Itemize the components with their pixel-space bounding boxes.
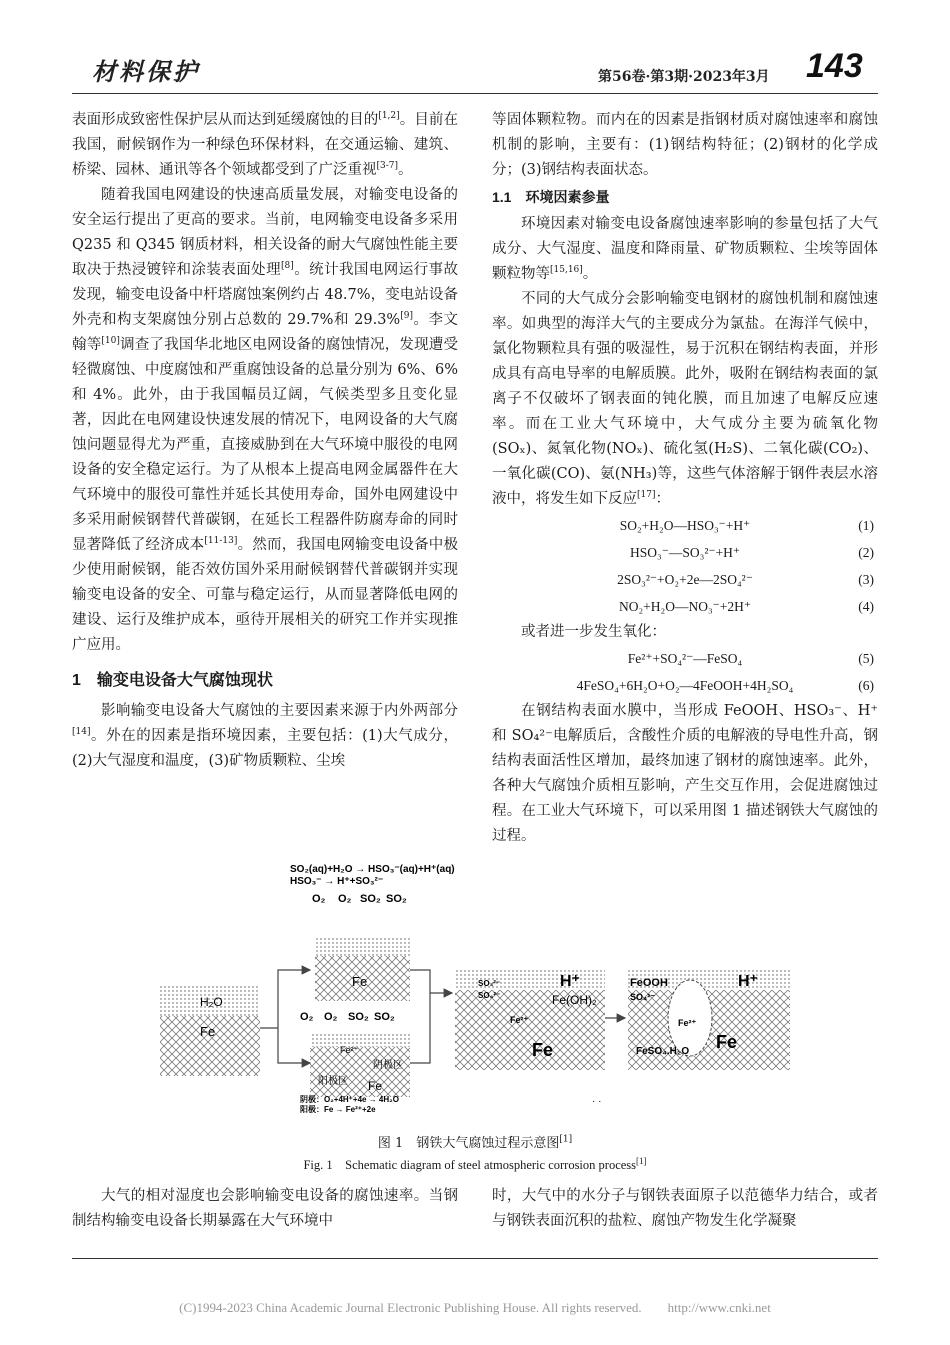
svg-text:O₂: O₂: [324, 1011, 338, 1023]
page-number: 143: [806, 47, 863, 85]
fig-feso4-label: FeSO₄.H₂O: [636, 1046, 690, 1057]
fig-cathode-eq: 阴极：O₂+4H⁺+4e → 4H₂O: [300, 1095, 399, 1104]
right-column: [492, 108, 878, 849]
section-1-heading: 1 输变电设备大气腐蚀现状: [72, 672, 273, 689]
right-mid-text: 或者进一步发生氧化：: [521, 624, 666, 640]
equation-5: Fe²⁺+SO₄²⁻—FeSO₄ (5): [627, 651, 874, 666]
right-paragraph-3: 不同的大气成分会影响输变电钢材的腐蚀机制和腐蚀速率。如典型的海洋大气的主要成分为氯盐。在海洋气候中，氯化物颗粒具有强的吸湿性，易于沉积在钢结构表面，并形成具有高电导率的电解质膜。此外，吸附在钢结构表面的氯离子不仅破坏了钢表面的钝化膜，而且加速了电解反应速率。而在工业大气环境中，大气成分主要为硫氧化物(SOₓ)、氮氧化物(NOₓ)、硫化氢(H₂S)、二氧化碳(CO₂)、一氧化碳(CO)、氨(NH₃)等，这些气体溶解于钢件表层水溶液中，将发生如下反应[17]：: [492, 291, 878, 507]
fig-dots: · ·: [592, 1096, 602, 1107]
svg-text:SO₂: SO₂: [348, 1011, 369, 1023]
fig-feooh-label: FeOOH: [630, 977, 668, 989]
fig-cathode-area: 阴极区: [373, 1060, 403, 1071]
equation-3: 2SO₃²⁻+O₂+2e—2SO₄²⁻ (3): [617, 572, 874, 587]
fig-anode-area: 阳极区: [318, 1076, 348, 1087]
fig-so4-label-2: SO₄²⁻: [630, 992, 656, 1002]
fig-fe-label-5: Fe: [716, 1032, 738, 1052]
fig-so4-label: SO₄²⁻: [478, 991, 501, 1000]
fig-merge-arrow-bottom: [410, 993, 452, 1063]
fig-water-film-top: [315, 938, 410, 956]
svg-text:O₂: O₂: [300, 1011, 314, 1023]
corrosion-process-figure: [160, 858, 790, 1113]
fig-fe-label-1: Fe: [200, 1024, 216, 1039]
fig-top-eq1: SO₂(aq)+H₂O → HSO₃⁻(aq)+H⁺(aq): [290, 864, 455, 875]
figure-caption-cn: 图 1 钢铁大气腐蚀过程示意图[1]: [377, 1134, 573, 1151]
fig-hplus-label-2: H⁺: [738, 973, 758, 990]
fig-fe2-label: Fe²⁺: [340, 1045, 359, 1055]
left-column: [72, 108, 458, 774]
fig-arrow-down: [278, 1028, 310, 1063]
equation-1: SO₂+H₂O—HSO₃⁻+H⁺ (1): [619, 518, 874, 533]
header-rule: [72, 93, 878, 94]
issue-info: 第56卷·第3期·2023年3月: [598, 69, 770, 85]
left-paragraph-1: 表面形成致密性保护层从而达到延缓腐蚀的目的[1,2]。目前在我国，耐候钢作为一种绿色环保材料，在交通运输、建筑、桥梁、园林、通讯等各个领域都受到了广泛重视[3-7]。: [72, 111, 459, 178]
svg-text:O₂: O₂: [312, 893, 326, 905]
subsection-1-1-heading: 1.1 环境因素参量: [492, 189, 610, 205]
figure-caption-en: Fig. 1 Schematic diagram of steel atmospheric corrosion process[1]: [303, 1155, 647, 1172]
equation-4: NO₂+H₂O—NO₃⁻+2H⁺ (4): [618, 599, 874, 614]
fig-feoh2-label: Fe(OH)₂: [552, 993, 597, 1007]
fig-fe2-label-2: Fe²⁺: [510, 1015, 529, 1025]
right-paragraph-4: 在钢结构表面水膜中，当形成 FeOOH、HSO₃⁻、H⁺和 SO₄²⁻电解质后，含酸性介质的电解液的导电性升高，钢结构表面活性区增加，最终加速了钢材的腐蚀速率。此外，各种大气腐蚀介质相互影响，产生交互作用，会促进腐蚀过程。在工业大气环境下，可以采用图 1 描述钢铁大气腐蚀的过程。: [492, 703, 878, 844]
copyright-footer: (C)1994-2023 China Academic Journal Electronic Publishing House. All rights reserved. http://www.cnki.net: [179, 1300, 771, 1315]
equation-2: HSO₃⁻—SO₃²⁻+H⁺ (2): [630, 545, 874, 560]
svg-text:O₂: O₂: [338, 893, 352, 905]
bottom-right-text: 时，大气中的水分子与钢铁表面原子以范德华力结合，或者与钢铁表面沉积的盐粒、腐蚀产物发生化学凝聚: [492, 1188, 878, 1229]
fig-o2-row-top: [312, 893, 407, 905]
equation-6: 4FeSO₄+6H₂O+O₂—4FeOOH+4H₂SO₄ (6): [576, 678, 874, 693]
svg-text:SO₂: SO₂: [374, 1011, 395, 1023]
fig-water-film-bottom: [310, 1033, 410, 1047]
bottom-rule: [72, 1258, 878, 1259]
fig-fe-label-3: Fe: [368, 1079, 383, 1093]
journal-logo: 材料保护: [92, 57, 200, 86]
fig-so3-label: SO₃²⁻: [478, 979, 501, 988]
left-paragraph-3: 影响输变电设备大气腐蚀的主要因素来源于内外两部分[14]。外在的因素是指环境因素，主要包括：(1)大气成分，(2)大气湿度和温度，(3)矿物质颗粒、尘埃: [72, 703, 458, 769]
right-paragraph-1: 等固体颗粒物。而内在的因素是指钢材质对腐蚀速率和腐蚀机制的影响，主要有：(1)钢结构特征；(2)钢材的化学成分；(3)钢结构表面状态。: [492, 112, 878, 178]
svg-text:SO₂: SO₂: [386, 893, 407, 905]
fig-h2o-label: H₂O: [200, 995, 223, 1009]
fig-fe-label-4: Fe: [532, 1040, 554, 1060]
fig-o2-row-bottom: [300, 1011, 395, 1023]
fig-fe2-label-3: Fe²⁺: [678, 1018, 697, 1028]
left-paragraph-2: 随着我国电网建设的快速高质量发展，对输变电设备的安全运行提出了更高的要求。当前，电网输变电设备多采用 Q235 和 Q345 钢质材料，相关设备的耐大气腐蚀性能主要取决于热浸镀锌和涂装表面处理[8]。统计我国电网运行事故发现，输变电设备中杆塔腐蚀案例约占 48.7%，变电站设备外壳和构支架腐蚀分别占总数的 29.7%和 29.3%[9]。李文翰等[10]调查了我国华北地区电网设备的腐蚀情况，发现遭受轻微腐蚀、中度腐蚀和严重腐蚀设备的总量分别为 6%、6%和 4%。此外，由于我国幅员辽阔，气候类型多且变化显著，因此在电网建设快速发展的情况下，电网设备的大气腐蚀问题显得尤为严重，直接威胁到在大气环境中服役的电网设备的安全稳定运行。为了从根本上提高电网金属器件在大气环境中的服役可靠性并延长其使用寿命，国外电网建设中多采用耐候钢替代普碳钢，在延长工程器件防腐寿命的同时显著降低了经济成本[11-13]。然而，我国电网输变电设备中极少使用耐候钢，能否效仿国外采用耐候钢替代普碳钢并实现输变电设备的安全、可靠与稳定运行，从而显著降低电网的建设、运行及维护成本，亟待开展相关的研究工作并实现推广应用。: [72, 187, 459, 653]
bottom-left-text: 大气的相对湿度也会影响输变电设备的腐蚀速率。当钢制结构输变电设备长期暴露在大气环境中: [72, 1188, 458, 1229]
svg-text:SO₂: SO₂: [360, 893, 381, 905]
fig-merge-arrow-top: [410, 970, 430, 993]
fig-iron-bottom: [310, 1047, 410, 1097]
fig-hplus-label-1: H⁺: [560, 973, 580, 990]
fig-fe-label-2: Fe: [352, 974, 368, 989]
right-paragraph-2: 环境因素对输变电设备腐蚀速率影响的参量包括了大气成分、大气湿度、温度和降雨量、矿物质颗粒、尘埃等固体颗粒物等[15,16]。: [492, 216, 878, 282]
fig-top-eq2: HSO₃⁻ → H⁺+SO₃²⁻: [290, 876, 384, 887]
fig-anode-eq: 阳极：Fe → Fe²⁺+2e: [300, 1105, 376, 1113]
